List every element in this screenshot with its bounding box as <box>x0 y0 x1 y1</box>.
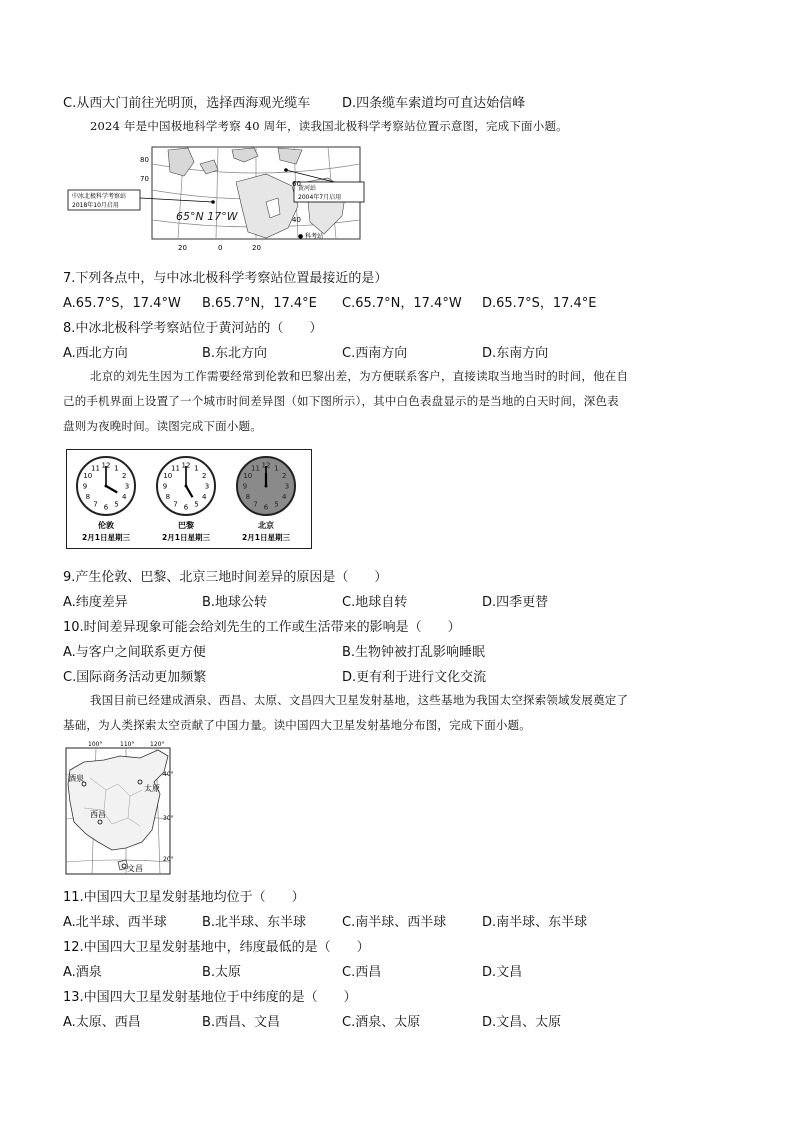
clock-number: 8 <box>245 493 251 501</box>
clock-3 <box>237 457 295 542</box>
map2-lat-label: 20° <box>163 856 174 863</box>
clock-1 <box>77 457 135 542</box>
q12-option-a[interactable]: A.酒泉 <box>63 965 102 980</box>
clock-number: 11 <box>171 464 180 473</box>
q13-stem: 13.中国四大卫星发射基地位于中纬度的是（ ） <box>63 990 357 1005</box>
q9-option-b[interactable]: B.地球公转 <box>202 595 268 610</box>
q7-stem: 7.下列各点中，与中冰北极科学考察站位置最接近的是） <box>63 271 388 286</box>
clock-number: 10 <box>243 472 253 480</box>
q10-option-a[interactable]: A.与客户之间联系更方便 <box>63 645 206 660</box>
clock-number: 11 <box>251 464 260 473</box>
q8-option-b[interactable]: B.东北方向 <box>202 346 268 361</box>
clock-number: 7 <box>93 500 98 509</box>
q13-option-d[interactable]: D.文昌、太原 <box>482 1015 562 1030</box>
callout-huanghe-date: 2004年7月启用 <box>298 194 342 201</box>
clock-panel <box>67 450 310 547</box>
q9-option-c[interactable]: C.地球自转 <box>342 595 408 610</box>
clock-number: 2 <box>281 472 287 480</box>
clock-number: 4 <box>201 493 207 501</box>
clock-number: 7 <box>173 500 178 509</box>
callout-cnic-name: 中冰北极科学考察站 <box>72 193 127 200</box>
q11-stem: 11.中国四大卫星发射基地均位于（ ） <box>63 890 305 905</box>
map1-legend: ● 科考站 <box>298 233 324 240</box>
arctic-station-map <box>66 142 366 254</box>
handwritten-note: 65°N 17°W <box>176 210 238 223</box>
q10-stem: 10.时间差异现象可能会给刘先生的工作或生活带来的影响是（ ） <box>63 620 461 635</box>
q11-option-d[interactable]: D.南半球、东半球 <box>482 915 588 930</box>
map1-lon-label: 20 <box>178 244 187 252</box>
q9-stem: 9.产生伦敦、巴黎、北京三地时间差异的原因是（ ） <box>63 570 388 585</box>
q7-option-c[interactable]: C.65.7°N，17.4°W <box>342 296 462 311</box>
q8-option-c[interactable]: C.西南方向 <box>342 346 408 361</box>
map2-lon-label: 120° <box>150 741 165 748</box>
clock-number: 9 <box>242 482 248 491</box>
map2-lon-label: 100° <box>88 741 103 748</box>
passage-launch-line1: 我国目前已经建成酒泉、西昌、太原、文昌四大卫星发射基地，这些基地为我国太空探索领域发展奠定了 <box>90 693 629 707</box>
clock-number: 4 <box>121 493 127 501</box>
q11-option-b[interactable]: B.北半球、东半球 <box>202 915 307 930</box>
q7-option-d[interactable]: D.65.7°S，17.4°E <box>482 296 597 311</box>
clock-2 <box>157 457 215 542</box>
clock-number: 10 <box>83 472 93 480</box>
q10-option-d[interactable]: D.更有利于进行文化交流 <box>342 670 487 685</box>
q12-option-c[interactable]: C.西昌 <box>342 965 382 980</box>
clock-number: 1 <box>274 464 279 473</box>
clock-number: 4 <box>281 493 287 501</box>
clock-number: 11 <box>91 464 100 473</box>
clock-number: 6 <box>183 503 189 512</box>
q8-option-a[interactable]: A.西北方向 <box>63 346 128 361</box>
site-label-taiyuan: 太原 <box>144 784 160 793</box>
prev-option-c: C.从西大门前往光明顶，选择西海观光缆车 <box>63 96 311 111</box>
clock-number: 7 <box>253 500 258 509</box>
clock-number: 5 <box>194 500 199 509</box>
clock-date-label: 2月1日星期三 <box>82 533 130 542</box>
q11-option-a[interactable]: A.北半球、西半球 <box>63 915 167 930</box>
q13-option-b[interactable]: B.西昌、文昌 <box>202 1015 281 1030</box>
q7-option-b[interactable]: B.65.7°N，17.4°E <box>202 296 317 311</box>
clock-number: 9 <box>82 482 88 491</box>
clock-number: 6 <box>263 503 269 512</box>
clock-pivot <box>105 485 108 488</box>
clock-number: 10 <box>163 472 173 480</box>
q9-option-a[interactable]: A.纬度差异 <box>63 595 128 610</box>
clock-number: 1 <box>114 464 119 473</box>
map1-lon-label: 0 <box>218 244 223 252</box>
clock-date-label: 2月1日星期三 <box>162 533 210 542</box>
launch-site-map <box>60 738 182 876</box>
clock-number: 3 <box>204 482 210 491</box>
q13-option-a[interactable]: A.太原、西昌 <box>63 1015 141 1030</box>
passage-arctic: 2024 年是中国极地科学考察 40 周年，读我国北极科学考察站位置示意图，完成下面小题。 <box>90 119 568 133</box>
map1-lat-label: 60 <box>292 180 301 188</box>
q10-option-c[interactable]: C.国际商务活动更加频繁 <box>63 670 207 685</box>
passage-timezone-line2: 己的手机界面上设置了一个城市时间差异图（如下图所示），其中白色表盘显示的是当地的白天时间，深色表 <box>63 394 619 408</box>
clock-number: 12 <box>181 461 191 470</box>
clock-number: 1 <box>194 464 199 473</box>
clock-pivot <box>265 485 268 488</box>
q13-option-c[interactable]: C.酒泉、太原 <box>342 1015 421 1030</box>
clock-number: 9 <box>162 482 168 491</box>
clock-city-label: 巴黎 <box>178 521 194 530</box>
callout-huanghe-name: 黄河站 <box>298 185 317 192</box>
clock-number: 8 <box>165 493 171 501</box>
q12-stem: 12.中国四大卫星发射基地中，纬度最低的是（ ） <box>63 940 370 955</box>
map1-lat-label: 40 <box>292 216 301 224</box>
map2-lat-label: 40° <box>163 771 174 778</box>
clock-number: 12 <box>101 461 111 470</box>
clock-number: 12 <box>261 461 271 470</box>
q12-option-d[interactable]: D.文昌 <box>482 965 523 980</box>
city-clock-figure <box>66 449 312 549</box>
q8-stem: 8.中冰北极科学考察站位于黄河站的（ ） <box>63 321 323 336</box>
site-label-xichang: 西昌 <box>90 810 106 819</box>
map1-lat-label: 80 <box>140 156 149 164</box>
clock-city-label: 北京 <box>258 521 274 530</box>
q7-option-a[interactable]: A.65.7°S，17.4°W <box>63 296 181 311</box>
passage-timezone-line3: 盘则为夜晚时间。读图完成下面小题。 <box>63 419 262 433</box>
map1-lat-label: 70 <box>140 175 149 183</box>
clock-city-label: 伦敦 <box>98 521 114 530</box>
clock-date-label: 2月1日星期三 <box>242 533 290 542</box>
clock-number: 6 <box>103 503 109 512</box>
map1-lon-label: 20 <box>252 244 261 252</box>
site-label-jiuquan: 酒泉 <box>68 774 84 783</box>
map2-lon-label: 110° <box>120 741 135 748</box>
clock-number: 8 <box>85 493 91 501</box>
q8-option-d[interactable]: D.东南方向 <box>482 346 549 361</box>
q12-option-b[interactable]: B.太原 <box>202 965 242 980</box>
clock-number: 3 <box>284 482 290 491</box>
map2-lat-label: 30° <box>163 815 174 822</box>
passage-launch-line2: 基础，为人类探索太空贡献了中国力量。读中国四大卫星发射基地分布图，完成下面小题。 <box>63 718 531 732</box>
q9-option-d[interactable]: D.四季更替 <box>482 595 549 610</box>
q11-option-c[interactable]: C.南半球、西半球 <box>342 915 447 930</box>
passage-timezone-line1: 北京的刘先生因为工作需要经常到伦敦和巴黎出差，为方便联系客户，直接读取当地当时的时间，他在自 <box>90 369 629 383</box>
clock-pivot <box>185 485 188 488</box>
clock-number: 3 <box>124 482 130 491</box>
clock-number: 5 <box>114 500 119 509</box>
q10-option-b[interactable]: B.生物钟被打乱影响睡眠 <box>342 645 486 660</box>
prev-option-d: D.四条缆车索道均可直达始信峰 <box>342 96 526 111</box>
clock-number: 2 <box>121 472 127 480</box>
clock-number: 2 <box>201 472 207 480</box>
site-label-wenchang: 文昌 <box>127 864 143 873</box>
clock-number: 5 <box>274 500 279 509</box>
callout-cnic-date: 2018年10月启用 <box>72 202 119 209</box>
